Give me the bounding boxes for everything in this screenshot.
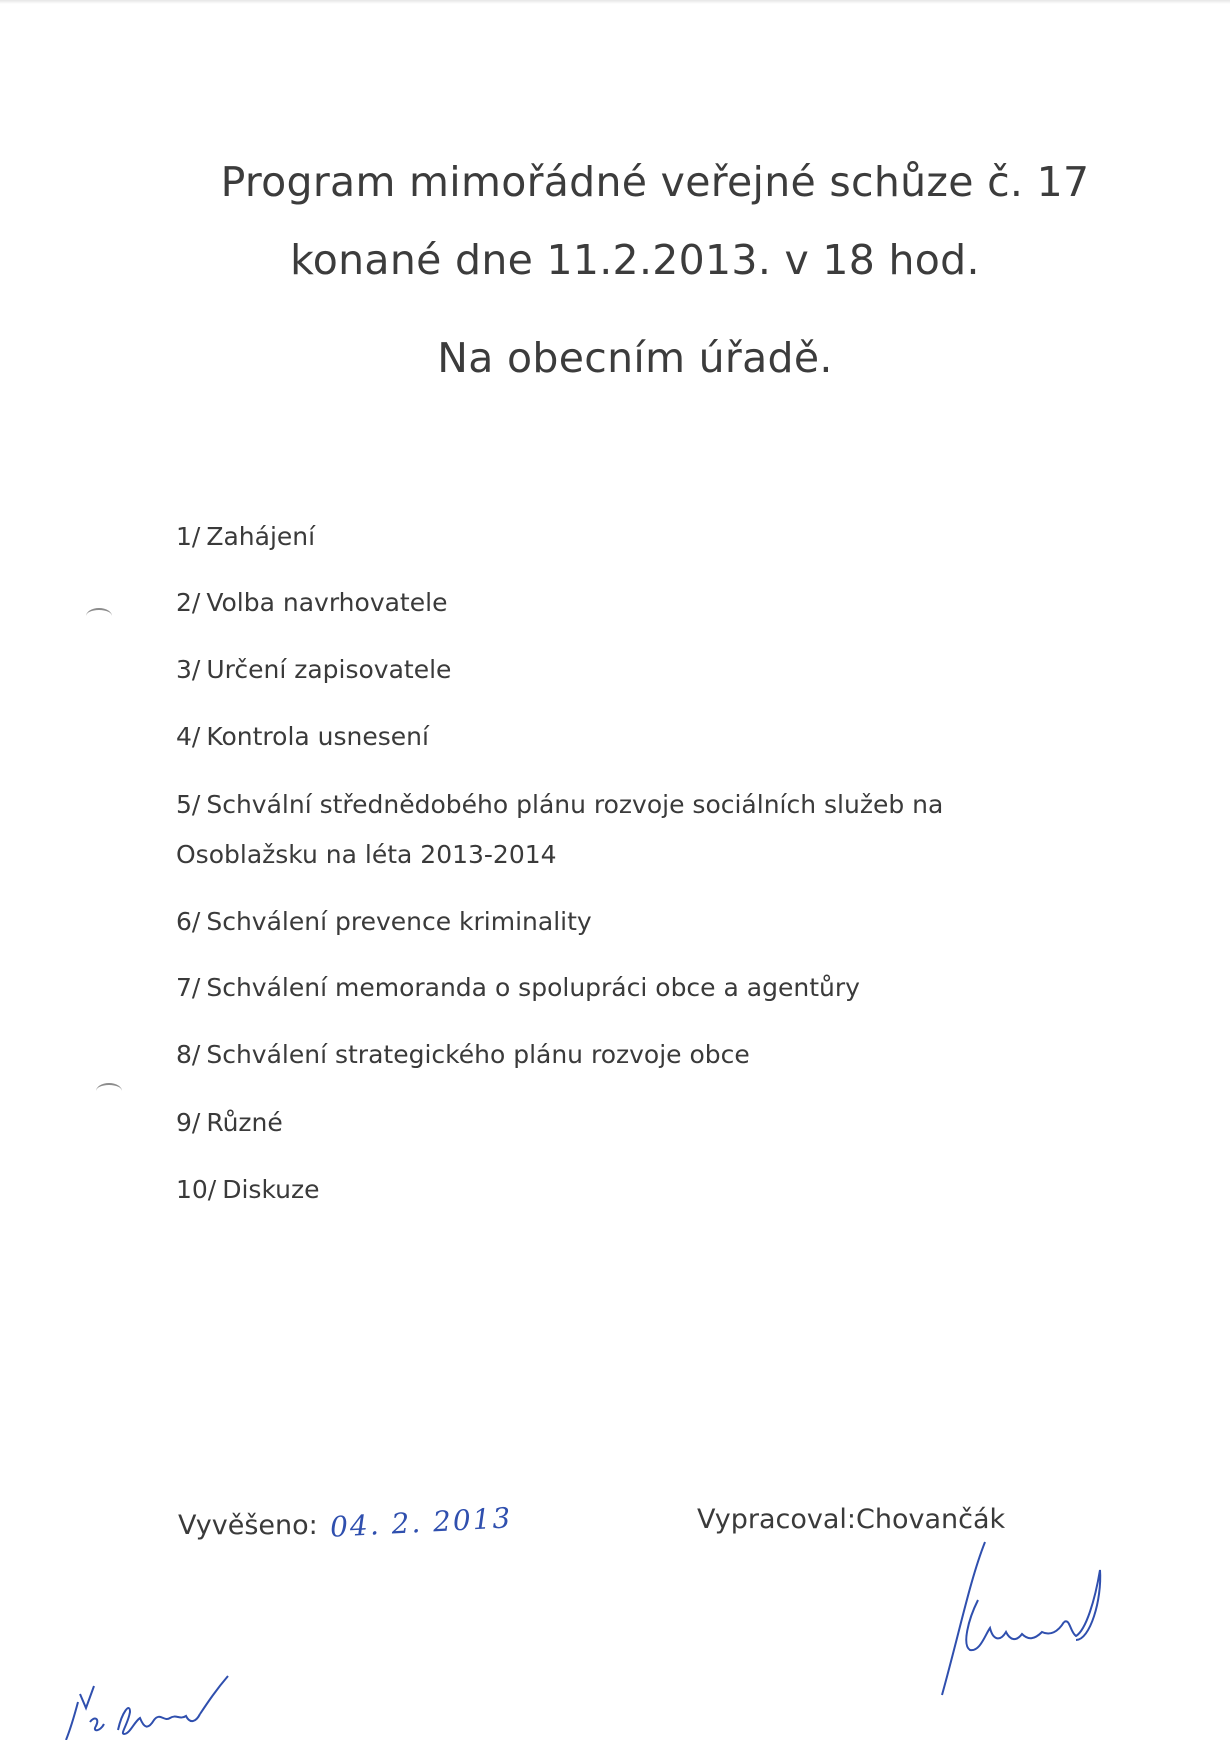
agenda-item-text: Kontrola usnesení: [206, 722, 429, 751]
agenda-item-number: 1/: [176, 522, 201, 551]
agenda-item-text: Diskuze: [222, 1175, 320, 1204]
punch-hole-mark: [86, 608, 112, 624]
punch-hole-mark: [96, 1083, 122, 1099]
agenda-item-text: Schválení prevence kriminality: [206, 907, 592, 936]
agenda-item-text: Schválení strategického plánu rozvoje obce: [206, 1040, 750, 1069]
agenda-item-continuation: [176, 830, 557, 880]
agenda-item-number: 4/: [176, 722, 201, 751]
agenda-item-number: 9/: [176, 1108, 201, 1137]
agenda-item: [176, 712, 429, 762]
agenda-item-text: Různé: [206, 1108, 283, 1137]
agenda-item: [176, 1098, 283, 1148]
agenda-item: [176, 897, 592, 947]
document-title: Program mimořádné veřejné schůze č. 17: [220, 158, 1090, 206]
agenda-item: [176, 1165, 320, 1215]
agenda-item-text: Schvální střednědobého plánu rozvoje sociálních služeb na: [206, 790, 944, 819]
meeting-date-line: konané dne 11.2.2013. v 18 hod.: [290, 236, 980, 284]
prepared-by-label: Vypracoval:Chovančák: [697, 1504, 1006, 1535]
initials-icon: [60, 1672, 260, 1740]
meeting-location: Na obecním úřadě.: [437, 334, 833, 382]
agenda-item-text: Schválení memoranda o spolupráci obce a agentůry: [206, 973, 860, 1002]
agenda-item-number: 5/: [176, 790, 201, 819]
agenda-item: [176, 780, 943, 830]
agenda-item-text: Osoblažsku na léta 2013-2014: [176, 840, 557, 869]
agenda-item-number: 3/: [176, 655, 201, 684]
agenda-item-text: Určení zapisovatele: [206, 655, 452, 684]
agenda-item: [176, 1030, 750, 1080]
agenda-item: [176, 578, 447, 628]
agenda-item-number: 10/: [176, 1175, 217, 1204]
agenda-item: [176, 645, 451, 695]
agenda-item: [176, 512, 315, 562]
posted-date-handwritten: 04. 2. 2013: [329, 1501, 514, 1544]
agenda-item-text: Zahájení: [206, 522, 316, 551]
agenda-item-text: Volba navrhovatele: [206, 588, 448, 617]
agenda-item: [176, 963, 860, 1013]
agenda-item-number: 8/: [176, 1040, 201, 1069]
signature-icon: [930, 1540, 1130, 1700]
scan-edge: [0, 0, 1230, 4]
posted-label: Vyvěšeno:: [178, 1510, 318, 1541]
agenda-item-number: 7/: [176, 973, 201, 1002]
agenda-item-number: 6/: [176, 907, 201, 936]
agenda-item-number: 2/: [176, 588, 201, 617]
